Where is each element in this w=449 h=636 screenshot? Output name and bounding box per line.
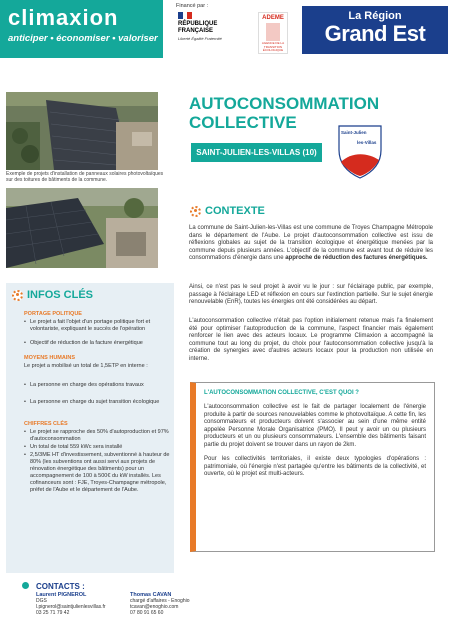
contact-1-email[interactable]: l.pignerol@saintjulienlesvillas.fr (36, 604, 106, 610)
contexte-heading (190, 205, 265, 217)
republique-francaise-logo (178, 12, 238, 52)
definition-paragraph-1: L'autoconsommation collective est le fait de partager localement de l'énergie produite à partir de sources renouvelables comme le photovoltaïque. A cette fin, les consommateurs et producteurs doivent s'associer au sein d'une même entité appelée Personne Morale Organisatrice (PMO). Il peut y avoir un ou plusieurs producteurs et un ou plusieurs consommateurs. L'ensemble des bâtiments faisant partie du projet doivent se trouver dans un rayon de 2km. (204, 404, 426, 448)
phone-icon (22, 582, 29, 589)
definition-box (190, 382, 435, 552)
moyens-item: • La personne en charge du sujet transition écologique (24, 399, 174, 406)
portage-item: • Le projet a fait l'objet d'un portage politique fort et volontariste, expliquant le succès de l'opération (24, 319, 174, 333)
region-la: La Région (348, 10, 402, 22)
definition-title: L'AUTOCONSOMMATION COLLECTIVE, C'EST QUOI ? (204, 390, 359, 396)
brand-logo: climaxion (8, 5, 119, 30)
chiffres-item: • 2,5/3ME HT d'investissement, subventionné à hauteur de 80% (les subventions ont aussi servi aux projets de rénovation énergétique des bâtiments) pour un accompagnement de 100 à 500€ du kW installés. Les cofinanceurs sont : FJE, Troyes-Champagne métropole, préfet de l'Aube et le département de l'Aube. (24, 452, 174, 494)
french-flag-icon (178, 12, 192, 19)
contexte-paragraph-3: L'autoconsommation collective n'était pas l'option initialement retenue mais l'a finalement été pour optimiser l'autoproduction de la commune, l'aspect financier mais également renforcer le lien avec des acteurs locaux. Le programme Climaxion a accompagné la commune tout au long du projet, du choix pour l'autoconsommation collective jusqu'à la création de synergies avec d'autres acteurs locaux pour la production non utilisée en interne. (189, 318, 433, 362)
climaxion-banner (0, 0, 163, 58)
contact-2-name: Thomas CAVAN (130, 592, 172, 598)
photo-solar-roof-aerial (6, 92, 158, 170)
chiffres-item: • Un total de total 559 kWc sera installé (24, 444, 174, 451)
contexte-paragraph-1 (189, 225, 433, 263)
portage-item: • Objectif de réduction de la facture énergétique (24, 340, 174, 347)
gear-icon (12, 290, 23, 301)
contacts-heading: CONTACTS : (36, 582, 85, 591)
gear-icon (190, 206, 201, 217)
chiffres-title: CHIFFRES CLÉS (24, 421, 68, 427)
rf-motto: Liberté Égalité Fraternité (178, 36, 222, 41)
header (0, 0, 449, 58)
definition-paragraph-2: Pour les collectivités territoriales, il existe deux typologies d'opérations : patrimoniale, où l'énergie n'est partagée qu'entre les bâtiments de la collectivité, et ouverte, où le projet est multi-acteurs. (204, 456, 426, 477)
contact-2-email[interactable]: tcavan@enoghio.com (130, 604, 179, 610)
contact-person-2 (130, 592, 190, 616)
moyens-text: Le projet a mobilisé un total de 1,5ETP en interne : (24, 363, 148, 369)
rf-title-2: FRANÇAISE (178, 28, 214, 34)
region-grand-est: Grand Est (324, 21, 426, 46)
title-line-1: AUTOCONSOMMATION (189, 94, 380, 113)
contact-2-role: chargé d'affaires - Enoghio (130, 598, 190, 604)
infos-cles-panel (6, 283, 174, 573)
contact-1-phone: 03 25 71 79 42 (36, 610, 70, 616)
infos-heading-label: INFOS CLÉS (27, 289, 94, 301)
rf-title-1: RÉPUBLIQUE (178, 21, 218, 27)
ademe-subtitle: AGENCE DE LA TRANSITION ÉCOLOGIQUE (261, 41, 285, 52)
contact-1-name: Laurent PIGNEROL (36, 592, 87, 598)
infos-heading (12, 289, 93, 301)
contexte-p1: La commune de Saint-Julien-les-Villas est une commune de Troyes Champagne Métropole dans le département de l'Aube. Le projet d'autoconsommation collective est issu de réflexions globales au sujet de la transition écologique et énergétique menées par la commune depuis plusieurs années. L'objectif de la commune est avant tout de réduire les consommations d'énergie dans une (189, 225, 433, 261)
title-line-2: COLLECTIVE (189, 113, 297, 132)
contact-1-role: DGS (36, 598, 47, 604)
ademe-title: ADEME (262, 15, 284, 21)
photo-solar-roof-building (6, 188, 158, 268)
photo-caption: Exemple de projets d'installation de panneaux solaires photovoltaïques sur des toitures de bâtiments de la commune. (6, 171, 164, 183)
chiffres-item: • Le projet se rapproche des 50% d'autoproduction et 97% d'autoconsommation (24, 429, 174, 443)
shield-line-1: Saint-Julien (341, 130, 367, 135)
contexte-paragraph-2: Ainsi, ce n'est pas le seul projet à avoir vu le jour : sur l'éclairage public, par exemple, passage à l'éclairage LED et réflexion en cours sur l'extinction partielle. Sur le sujet énergie renouvelable (EnR), toutes les énergies ont été considérées au départ. (189, 284, 433, 305)
ademe-emblem-icon (266, 23, 280, 41)
region-grand-est-logo (302, 6, 448, 54)
portage-title: PORTAGE POLITIQUE (24, 311, 82, 317)
shield-line-2: les-Villas (357, 140, 377, 145)
contexte-p1-bold: approche de réduction des factures énergétiques. (285, 255, 428, 261)
commune-shield-logo (335, 122, 385, 180)
contexte-heading-label: CONTEXTE (205, 205, 265, 217)
financed-by: Financé par : (176, 3, 209, 9)
moyens-item: • La personne en charge des opérations travaux (24, 382, 174, 389)
moyens-title: MOYENS HUMAINS (24, 355, 76, 361)
ademe-logo (258, 12, 288, 54)
contact-2-phone: 07 80 91 65 60 (130, 610, 164, 616)
contact-person-1 (36, 592, 106, 616)
tagline: anticiper • économiser • valoriser (8, 33, 158, 44)
subtitle-badge: SAINT-JULIEN-LES-VILLAS (10) (191, 143, 322, 162)
